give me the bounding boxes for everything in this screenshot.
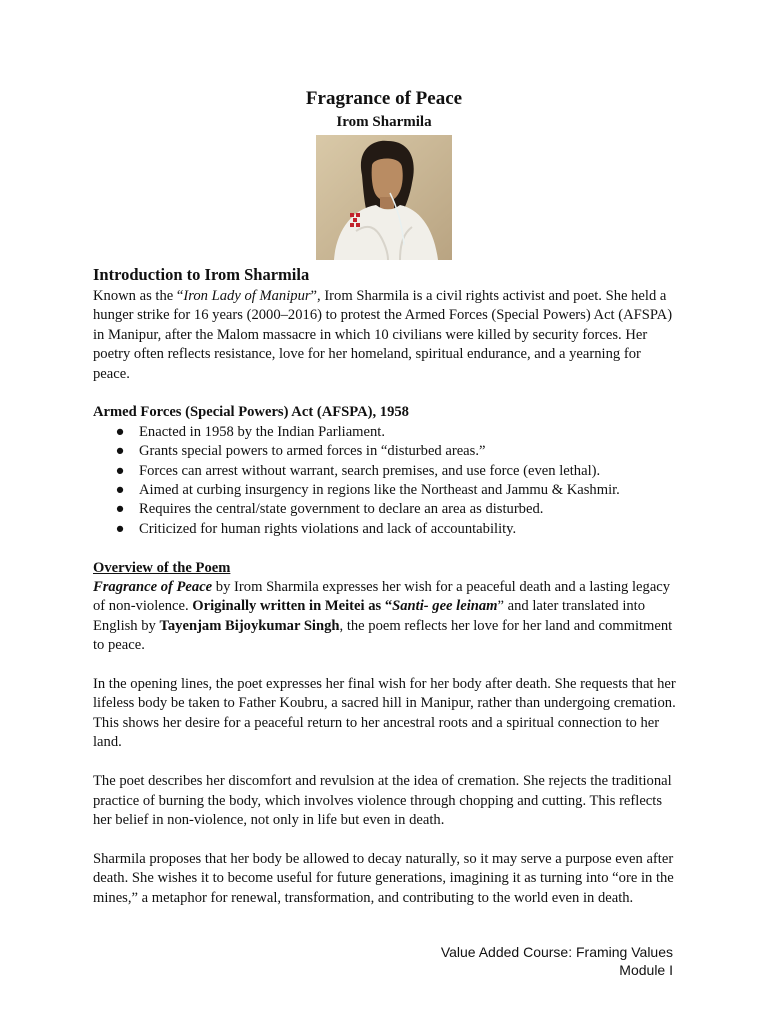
bullet-icon: ● — [115, 423, 125, 440]
meitei-title: Santi- gee leinam — [392, 598, 498, 615]
intro-nickname: Iron Lady of Manipur — [183, 288, 311, 304]
intro-text-rest: ”, Irom Sharmila is a civil rights activist and poet. She held a hunger strike for 16 years (2000–2016) to protest the Armed Forces (Special Powers) Act (AFSPA) in Manipur, after the Malom massacre in which 10 civilians were killed by security forces. Her poetry often reflects resistance, love for her homeland, spiritual endurance, and a yearning for peace. — [93, 288, 673, 382]
document-body — [93, 264, 678, 908]
bullet-icon: ● — [115, 482, 125, 499]
overview-paragraph-3: The poet describes her discomfort and revulsion at the idea of cremation. She rejects the traditional practice of burning the body, which involves violence through chopping and cutting. This reflects her belief in non-violence, not only in life but even in death. — [93, 773, 672, 828]
page-title: Fragrance of Peace — [305, 88, 463, 109]
intro-text-start: Known as the “ — [93, 288, 184, 304]
intro-paragraph — [93, 287, 678, 384]
page-footer — [441, 943, 673, 979]
list-item-text: Criticized for human rights violations and lack of accountability. — [139, 520, 517, 537]
footer-course: Value Added Course: Framing Values — [440, 944, 673, 960]
overview-paragraph-2: In the opening lines, the poet expresses her final wish for her body after death. She requests that her lifeless body be taken to Father Koubru, a sacred hill in Manipur, rather than undergoing cremation. This shows her desire for a peaceful return to her ancestral roots and a spiritual connection to her land. — [93, 676, 676, 751]
portrait-illustration — [316, 135, 452, 260]
overview-heading: Overview of the Poem — [93, 559, 231, 576]
list-item-text: Forces can arrest without warrant, search premises, and use force (even lethal). — [139, 462, 601, 479]
list-item — [115, 500, 678, 519]
bullet-icon: ● — [115, 520, 125, 537]
spacer — [93, 830, 678, 849]
list-item-text: Aimed at curbing insurgency in regions like the Northeast and Jammu & Kashmir. — [139, 482, 620, 499]
spacer — [93, 753, 678, 772]
list-item — [115, 520, 678, 539]
overview-text: , the poem reflects her love for her land and commitment to peace. — [93, 617, 673, 654]
overview-text: by Irom Sharmila expresses her wish for a peaceful death and a lasting legacy of non-violence. — [93, 579, 671, 615]
spacer — [93, 539, 678, 558]
overview-text: ” and later translated into English by — [93, 598, 646, 634]
afspa-bullet-list — [93, 423, 678, 539]
bullet-icon: ● — [115, 462, 125, 479]
bullet-icon: ● — [115, 501, 125, 518]
list-item — [115, 462, 678, 481]
list-item-text: Grants special powers to armed forces in “disturbed areas.” — [139, 443, 486, 460]
overview-paragraph-4: Sharmila proposes that her body be allowed to decay naturally, so it may serve a purpose even after death. She wishes it to become useful for future generations, imagining it as turning into “ore in the mines,” a metaphor for renewal, transformation, and contributing to the world even in death. — [93, 850, 674, 906]
list-item-text: Enacted in 1958 by the Indian Parliament. — [139, 423, 385, 440]
page-subtitle: Irom Sharmila — [336, 114, 432, 130]
footer-module: Module I — [619, 962, 673, 978]
list-item — [115, 442, 678, 461]
spacer — [93, 656, 678, 675]
afspa-heading: Armed Forces (Special Powers) Act (AFSPA), 1958 — [93, 404, 409, 421]
translator-name: Tayenjam Bijoykumar Singh — [159, 617, 340, 634]
poem-title: Fragrance of Peace — [93, 579, 213, 596]
intro-heading: Introduction to Irom Sharmila — [93, 265, 310, 284]
list-item — [115, 481, 678, 500]
list-item-text: Requires the central/state government to declare an area as disturbed. — [139, 501, 544, 518]
spacer — [93, 384, 678, 403]
portrait-photo — [316, 135, 452, 260]
overview-paragraph-1 — [93, 578, 678, 656]
overview-bold-text: Originally written in Meitei as “ — [192, 598, 393, 615]
list-item — [115, 423, 678, 442]
bullet-icon: ● — [115, 443, 125, 460]
